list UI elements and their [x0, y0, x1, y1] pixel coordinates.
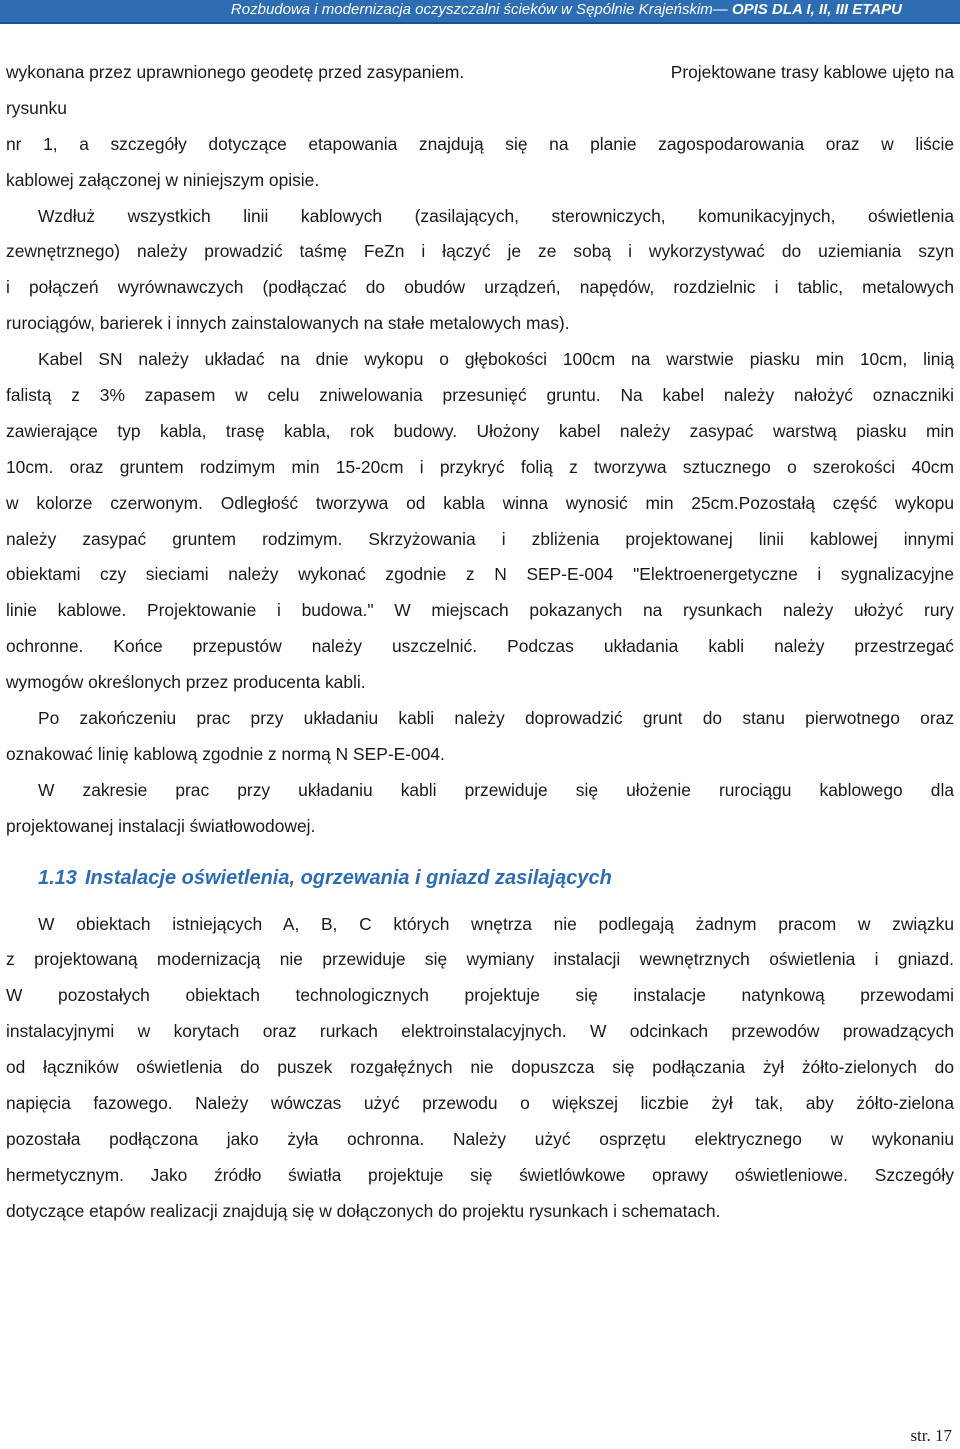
- text-line: [6, 55, 954, 91]
- text-line: hermetycznym. Jako źródło światła projektuje się świetlówkowe oprawy oświetleniowe. Szczegóły: [6, 1164, 954, 1185]
- document-body: [6, 55, 954, 1230]
- text-line: instalacyjnymi w korytach oraz rurkach elektroinstalacyjnych. W odcinkach przewodów prowadzących: [6, 1021, 954, 1042]
- paragraph-5: [6, 773, 954, 845]
- text-line: dotyczące etapów realizacji znajdują się w dołączonych do projektu rysunkach i schematach.: [6, 1200, 721, 1221]
- text-fragment: wykonana przez uprawnionego geodetę przed zasypaniem.: [6, 62, 465, 82]
- paragraph-1: [6, 55, 954, 199]
- text-line: 10cm. oraz gruntem rodzimym min 15-20cm i przykryć folią z tworzywa sztucznego o szerokości 40cm: [6, 456, 954, 477]
- text-line: W zakresie prac przy układaniu kabli przewiduje się ułożenie rurociągu kablowego dla: [38, 779, 954, 800]
- text-line: Po zakończeniu prac przy układaniu kabli należy doprowadzić grunt do stanu pierwotnego oraz: [38, 708, 954, 729]
- paragraph-6: [6, 907, 954, 1230]
- section-title: Instalacje oświetlenia, ogrzewania i gniazd zasilających: [84, 866, 612, 889]
- section-number: 1.13: [38, 866, 77, 889]
- text-line: od łączników oświetlenia do puszek rozgałęźnych nie dopuszcza się podłączania żył żółto-zielonych do: [6, 1057, 954, 1078]
- page-header: [0, 0, 960, 24]
- header-part: OPIS DLA I, II, III ETAPU: [731, 1, 902, 18]
- text-line: zawierające typ kabla, trasę kabla, rok budowy. Ułożony kabel należy zasypać warstwą piasku min: [6, 420, 954, 441]
- text-line: Wzdłuż wszystkich linii kablowych (zasilających, sterowniczych, komunikacyjnych, oświetlenia: [38, 205, 954, 226]
- paragraph-2: [6, 199, 954, 343]
- text-line: rurociągów, barierek i innych zainstalowanych na stałe metalowych mas).: [6, 313, 570, 334]
- text-line: i połączeń wyrównawczych (podłączać do obudów urządzeń, napędów, rozdzielnic i tablic, metalowych: [6, 277, 954, 298]
- paragraph-3: [6, 342, 954, 701]
- header-project: Rozbudowa i modernizacja oczyszczalni ścieków w Sępólnie Krajeńskim—: [230, 1, 728, 18]
- text-line: nr 1, a szczegóły dotyczące etapowania znajdują się na planie zagospodarowania oraz w liście: [6, 133, 954, 154]
- section-heading: [6, 853, 954, 903]
- text-line: kablowej załączonej w niniejszym opisie.: [6, 169, 320, 190]
- text-line: należy zasypać gruntem rodzimym. Skrzyżowania i zbliżenia projektowanej linii kablowej innymi: [6, 528, 954, 549]
- text-fragment: Projektowane trasy kablowe ujęto na: [670, 62, 954, 82]
- text-line: Kabel SN należy układać na dnie wykopu o głębokości 100cm na warstwie piasku min 10cm, linią: [38, 349, 954, 370]
- text-line: z projektowaną modernizacją nie przewiduje się wymiany instalacji wewnętrznych oświetlenia i gniazd.: [6, 949, 954, 970]
- text-line: pozostała podłączona jako żyła ochronna. Należy użyć osprzętu elektrycznego w wykonaniu: [6, 1128, 954, 1149]
- text-line: W pozostałych obiektach technologicznych projektuje się instalacje natynkową przewodami: [6, 985, 954, 1006]
- text-line: projektowanej instalacji światłowodowej.: [6, 815, 316, 836]
- text-line: wymogów określonych przez producenta kabli.: [6, 672, 366, 693]
- text-line: zewnętrznego) należy prowadzić taśmę FeZn i łączyć je ze sobą i wykorzystywać do uziemiania szyn: [6, 241, 954, 262]
- text-line: w kolorze czerwonym. Odległość tworzywa od kabla winna wynosić min 25cm.Pozostałą część wykopu: [6, 492, 954, 513]
- text-line: linie kablowe. Projektowanie i budowa." W miejscach pokazanych na rysunkach należy ułożyć rury: [6, 600, 954, 621]
- page-number: str. 17: [910, 1426, 952, 1445]
- text-line: ochronne. Końce przepustów należy uszczelnić. Podczas układania kabli należy przestrzegać: [6, 636, 954, 657]
- paragraph-4: [6, 701, 954, 773]
- text-line: W obiektach istniejących A, B, C których wnętrza nie podlegają żadnym pracom w związku: [38, 913, 954, 934]
- text-line: obiektami czy sieciami należy wykonać zgodnie z N SEP-E-004 "Elektroenergetyczne i sygnalizacyjne: [6, 564, 954, 585]
- text-line: rysunku: [6, 97, 67, 118]
- text-line: oznakować linię kablową zgodnie z normą N SEP-E-004.: [6, 743, 445, 764]
- text-line: napięcia fazowego. Należy wówczas użyć przewodu o większej liczbie żył tak, aby żółto-zielona: [6, 1093, 954, 1114]
- header-title: [231, 1, 902, 18]
- text-line: falistą z 3% zapasem w celu zniwelowania przesunięć gruntu. Na kabel należy nałożyć oznaczniki: [6, 385, 954, 406]
